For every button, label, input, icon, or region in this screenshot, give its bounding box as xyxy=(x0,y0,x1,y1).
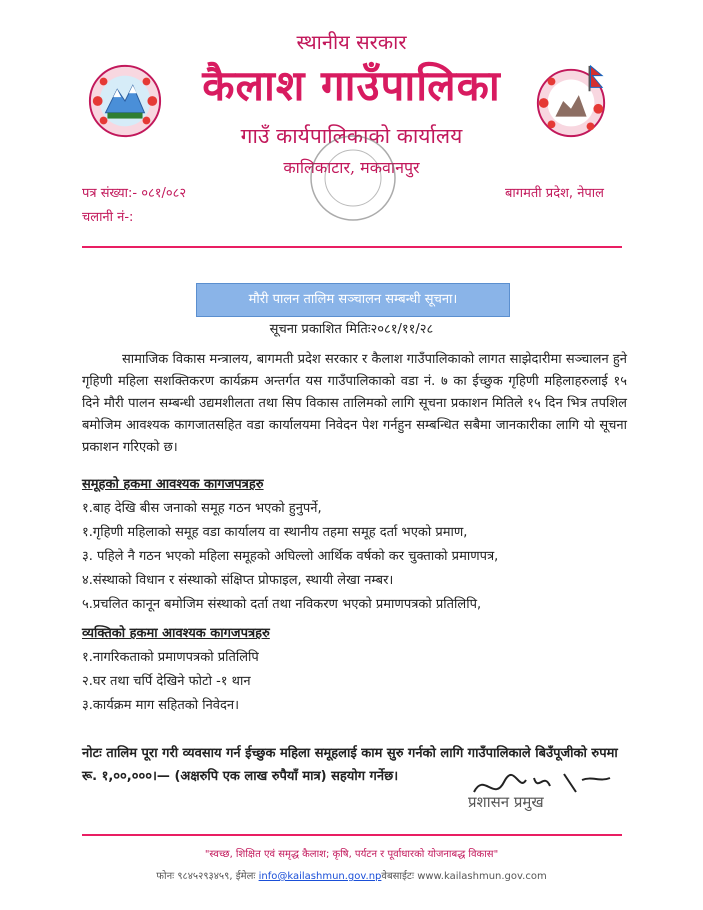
notice-body: सामाजिक विकास मन्त्रालय, बागमती प्रदेश सरकार र कैलाश गाउँपालिकाको लागत साझेदारीमा सञ्चालन हुने गृहिणी महिला सशक्तिकरण कार्यक्रम अन्तर्गत यस गाउँपालिकाको वडा नं. ७ का ईच्छुक गृहिणी महिलाहरुलाई १५ दिने मौरी पालन सम्बन्धी उद्यमशीलता तथा सिप विकास तालिमको लागि सूचना प्रकाशन मितिले १५ दिन भित्र तपशिल बमोजिम आवश्यक कागजातसहित वडा कार्यालयमा निवेदन पेश गर्नहुन सम्बन्धित सबैमा जानकारीका लागि यो सूचना प्रकाशन गरिएको छ। xyxy=(82,352,627,455)
header-local-gov: स्थानीय सरकार xyxy=(296,30,407,54)
footer-website[interactable]: www.kailashmun.gov.com xyxy=(417,871,547,882)
office-stamp-icon xyxy=(298,128,408,228)
list-item: १.नागरिकताको प्रमाणपत्रको प्रतिलिपि xyxy=(82,650,259,665)
list-item: १.बाह देखि बीस जनाको समूह गठन भएको हुनुपर्ने, xyxy=(82,501,322,516)
municipality-name: कैलाश गाउँपालिका xyxy=(202,61,501,110)
office-address: कालिकाटार, मकवानपुर xyxy=(283,158,420,177)
notice-title: मौरी पालन तालिम सञ्चालन सम्बन्धी सूचना। xyxy=(196,283,510,317)
footer-contact xyxy=(0,868,703,882)
list-item: २.घर तथा चर्पि देखिने फोटो -१ थान xyxy=(82,674,251,689)
list-item: १.गृहिणी महिलाको समूह वडा कार्यालय वा स्थानीय तहमा समूह दर्ता भएको प्रमाण, xyxy=(82,525,468,540)
office-name: गाउँ कार्यपालिकाको कार्यालय xyxy=(240,124,463,148)
group-docs-heading: समूहको हकमा आवश्यक कागजपत्रहरु xyxy=(82,477,264,492)
footer-website-label: वेबसाईटः xyxy=(381,871,414,882)
publish-date: सूचना प्रकाशित मितिः२०८१/११/२८ xyxy=(269,322,434,337)
signatory-title: प्रशासन प्रमुख xyxy=(468,793,544,811)
dispatch-number: चलानी नं-: xyxy=(82,210,134,225)
footer-email-label: ईमेलः xyxy=(235,871,256,882)
list-item: ३. पहिले नै गठन भएको महिला समूहको अघिल्लो आर्थिक वर्षको कर चुक्ताको प्रमाणपत्र, xyxy=(82,549,499,564)
letter-number: पत्र संख्या:- ०८१/०८२ xyxy=(82,186,187,201)
province-label: बागमती प्रदेश, नेपाल xyxy=(505,186,604,201)
list-item: ४.संस्थाको विधान र संस्थाको संक्षिप्त प्रोफाइल, स्थायी लेखा नम्बर। xyxy=(82,573,394,588)
header-divider xyxy=(82,246,622,248)
footer-phone: फोनः ९८४५२९३४५९, xyxy=(156,871,233,882)
footer-slogan: "स्वच्छ, शिक्षित एवं समृद्ध कैलाश; कृषि, पर्यटन र पूर्वाधारको योजनाबद्ध विकास" xyxy=(204,849,499,860)
footer-divider xyxy=(82,834,622,836)
note-text: नोटः तालिम पूरा गरी व्यवसाय गर्न ईच्छुक महिला समूहलाई काम सुरु गर्नको लागि गाउँपालिकाले बिउँपूजीको रुपमा रू. १,००,०००।— (अक्षरुपि एक लाख रुपैयाँ मात्र) सहयोग गर्नेछ। xyxy=(82,746,618,784)
list-item: ५.प्रचलित कानून बमोजिम संस्थाको दर्ता तथा नविकरण भएको प्रमाणपत्रको प्रतिलिपि, xyxy=(82,597,482,612)
list-item: ३.कार्यक्रम माग सहितको निवेदन। xyxy=(82,698,240,713)
individual-docs-heading: व्यक्तिको हकमा आवश्यक कागजपत्रहरु xyxy=(82,626,270,641)
footer-email-link[interactable]: info@kailashmun.gov.np xyxy=(258,871,382,882)
